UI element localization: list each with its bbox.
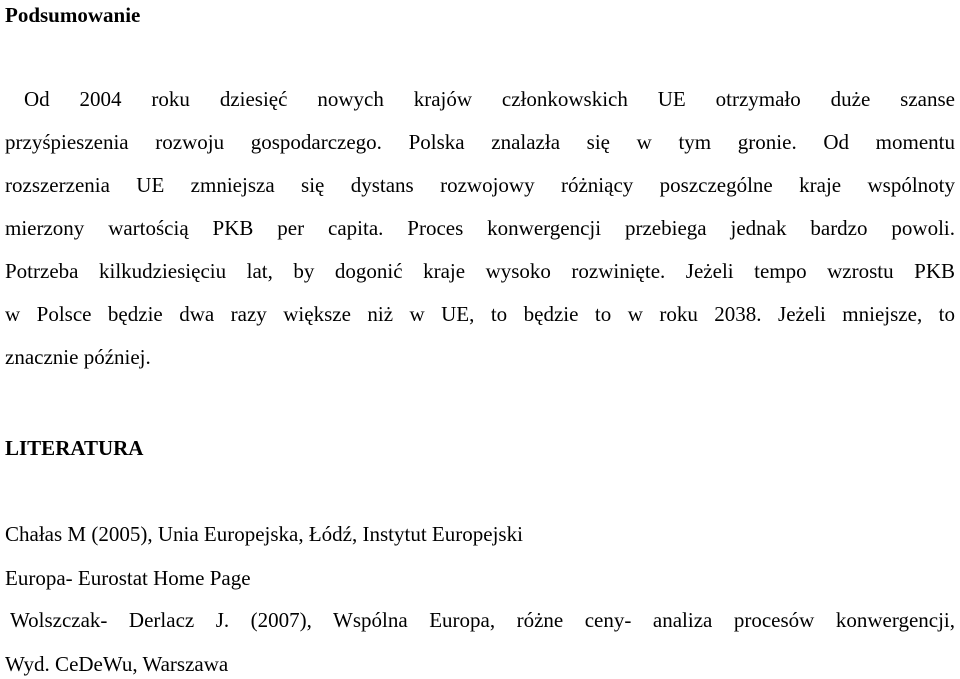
summary-heading: Podsumowanie <box>5 3 141 27</box>
summary-line: rozszerzenia UE zmniejsza się dystans rozwojowy różniący poszczególne kraje wspólnoty <box>5 173 955 197</box>
reference-item <box>5 605 955 679</box>
reference-item <box>5 519 955 549</box>
literature-heading: LITERATURA <box>5 436 144 460</box>
summary-line: Od 2004 roku dziesięć nowych krajów członkowskich UE otrzymało duże szanse <box>24 87 955 111</box>
reference-item <box>5 563 955 593</box>
reference-line: Wolszczak- Derlacz J. (2007), Wspólna Europa, różne ceny- analiza procesów konwergencji, <box>10 608 955 632</box>
reference-line: Europa- Eurostat Home Page <box>5 566 251 590</box>
summary-line: znacznie później. <box>5 345 151 369</box>
summary-line: w Polsce będzie dwa razy większe niż w UE, to będzie to w roku 2038. Jeżeli mniejsze, to <box>5 302 955 326</box>
reference-line: Chałas M (2005), Unia Europejska, Łódź, Instytut Europejski <box>5 522 523 546</box>
summary-paragraph <box>5 78 955 379</box>
summary-line: przyśpieszenia rozwoju gospodarczego. Polska znalazła się w tym gronie. Od momentu <box>5 130 955 154</box>
summary-line: mierzony wartością PKB per capita. Proces konwergencji przebiega jednak bardzo powoli. <box>5 216 955 240</box>
summary-line: Potrzeba kilkudziesięciu lat, by dogonić kraje wysoko rozwinięte. Jeżeli tempo wzrostu PKB <box>5 259 955 283</box>
reference-line: Wyd. CeDeWu, Warszawa <box>5 652 229 676</box>
